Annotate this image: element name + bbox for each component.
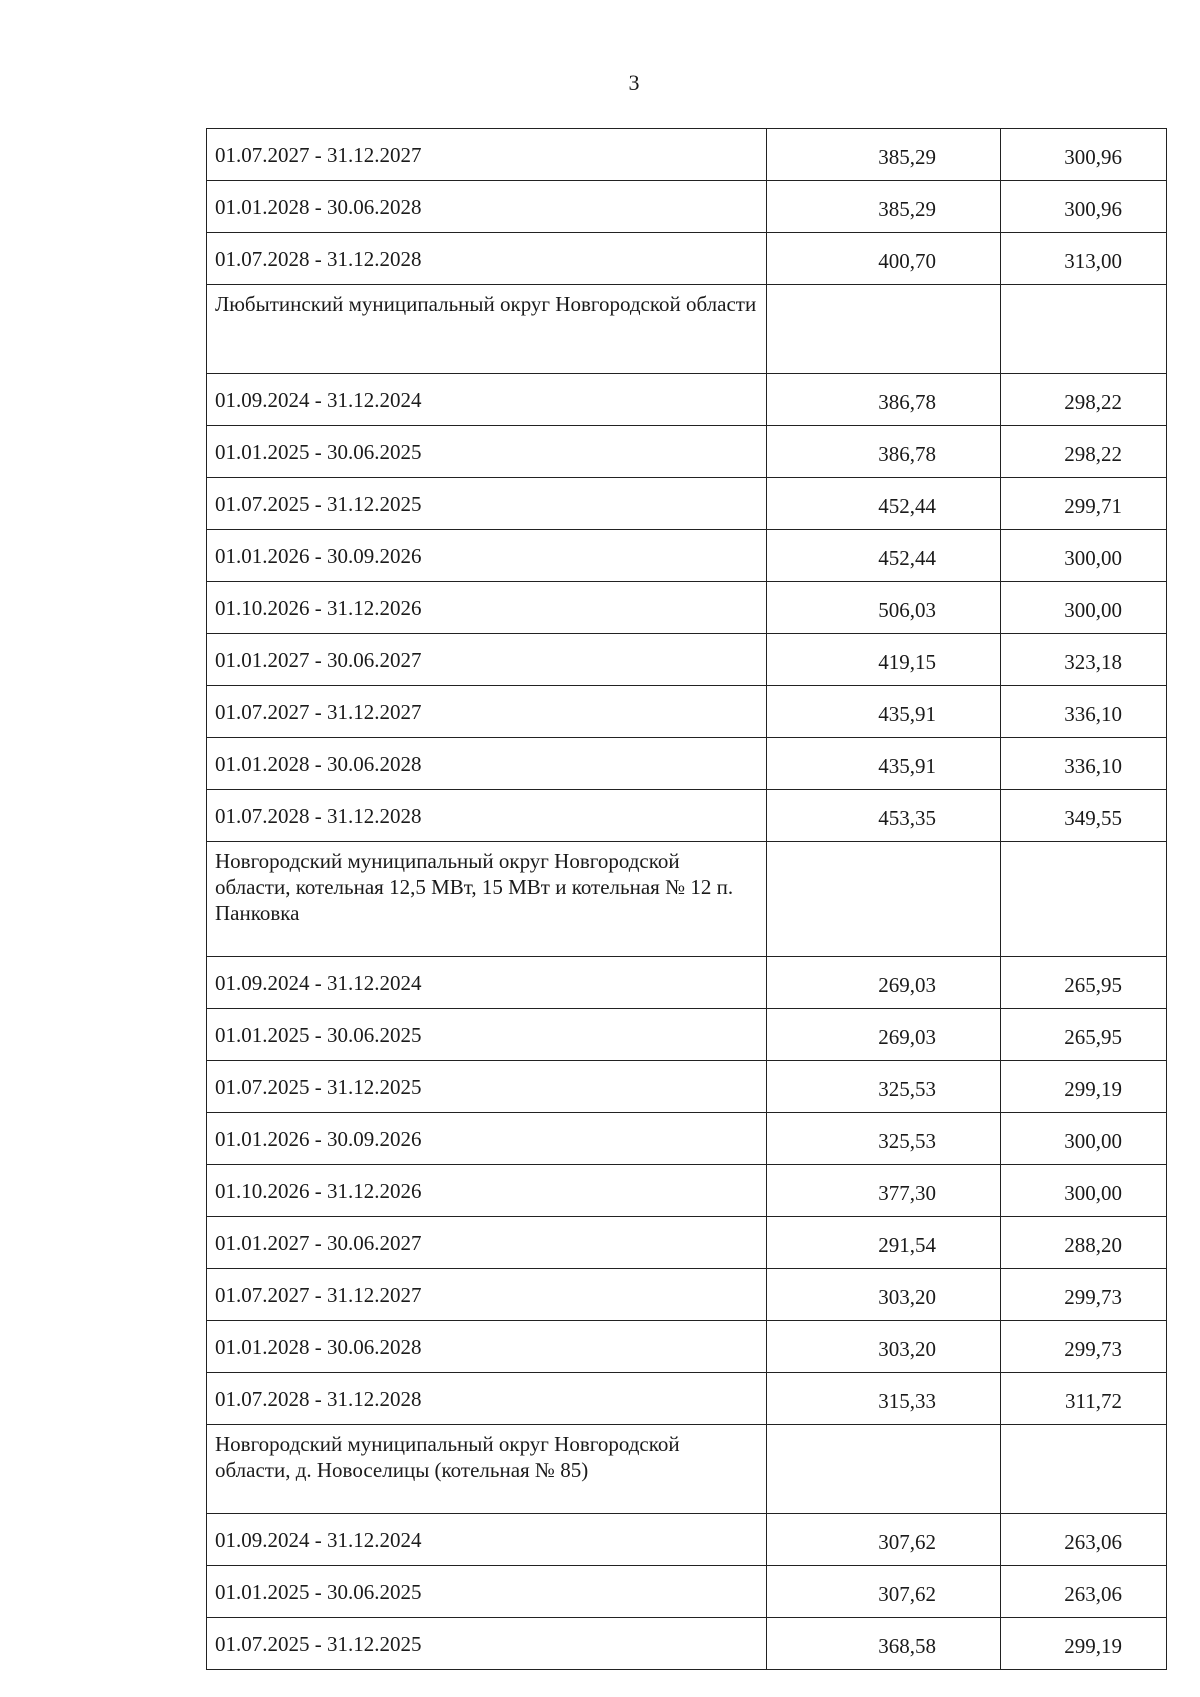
table-row (207, 530, 1167, 582)
value-cell-2: 300,00 (1001, 1113, 1167, 1165)
period-cell: 01.07.2027 - 31.12.2027 (207, 1269, 767, 1321)
value-cell-2: 263,06 (1001, 1514, 1167, 1566)
table-row (207, 957, 1167, 1009)
period-cell: 01.07.2027 - 31.12.2027 (207, 686, 767, 738)
table-row (207, 1061, 1167, 1113)
period-cell: 01.01.2028 - 30.06.2028 (207, 738, 767, 790)
period-cell: 01.09.2024 - 31.12.2024 (207, 374, 767, 426)
table-row (207, 374, 1167, 426)
period-cell: 01.07.2027 - 31.12.2027 (207, 129, 767, 181)
value-cell-2: 323,18 (1001, 634, 1167, 686)
value-cell-2: 300,00 (1001, 530, 1167, 582)
table-row (207, 1321, 1167, 1373)
period-cell: 01.07.2025 - 31.12.2025 (207, 1618, 767, 1670)
value-cell-1: 315,33 (767, 1373, 1001, 1425)
period-cell: 01.10.2026 - 31.12.2026 (207, 1165, 767, 1217)
value-cell-1: 452,44 (767, 530, 1001, 582)
value-cell-1: 307,62 (767, 1514, 1001, 1566)
table-row (207, 1269, 1167, 1321)
table-row (207, 1009, 1167, 1061)
empty-cell (767, 842, 1001, 957)
value-cell-2: 299,73 (1001, 1269, 1167, 1321)
value-cell-1: 269,03 (767, 1009, 1001, 1061)
value-cell-1: 385,29 (767, 181, 1001, 233)
period-cell: 01.01.2027 - 30.06.2027 (207, 1217, 767, 1269)
table-row (207, 634, 1167, 686)
period-cell: 01.07.2028 - 31.12.2028 (207, 233, 767, 285)
table-row (207, 686, 1167, 738)
table-row (207, 738, 1167, 790)
value-cell-2: 299,71 (1001, 478, 1167, 530)
value-cell-2: 300,00 (1001, 1165, 1167, 1217)
value-cell-2: 300,96 (1001, 129, 1167, 181)
table-row (207, 426, 1167, 478)
section-header-row (207, 285, 1167, 374)
section-header-row (207, 842, 1167, 957)
value-cell-2: 311,72 (1001, 1373, 1167, 1425)
value-cell-2: 349,55 (1001, 790, 1167, 842)
value-cell-1: 419,15 (767, 634, 1001, 686)
period-cell: 01.10.2026 - 31.12.2026 (207, 582, 767, 634)
value-cell-1: 303,20 (767, 1321, 1001, 1373)
period-cell: 01.07.2025 - 31.12.2025 (207, 478, 767, 530)
empty-cell (1001, 285, 1167, 374)
tariff-table (206, 128, 1167, 1670)
value-cell-2: 298,22 (1001, 374, 1167, 426)
value-cell-2: 299,19 (1001, 1061, 1167, 1113)
value-cell-2: 265,95 (1001, 957, 1167, 1009)
period-cell: 01.01.2025 - 30.06.2025 (207, 426, 767, 478)
table-row (207, 1618, 1167, 1670)
page-number: 3 (628, 70, 640, 95)
period-cell: 01.01.2028 - 30.06.2028 (207, 181, 767, 233)
value-cell-1: 386,78 (767, 426, 1001, 478)
value-cell-1: 452,44 (767, 478, 1001, 530)
section-name: Новгородский муниципальный округ Новгородской области, котельная 12,5 МВт, 15 МВт и котельная № 12 п. Панковка (207, 842, 767, 957)
value-cell-1: 325,53 (767, 1061, 1001, 1113)
value-cell-2: 299,73 (1001, 1321, 1167, 1373)
value-cell-2: 263,06 (1001, 1566, 1167, 1618)
value-cell-1: 325,53 (767, 1113, 1001, 1165)
table-row (207, 582, 1167, 634)
value-cell-1: 435,91 (767, 686, 1001, 738)
value-cell-1: 385,29 (767, 129, 1001, 181)
period-cell: 01.01.2026 - 30.09.2026 (207, 530, 767, 582)
empty-cell (1001, 1425, 1167, 1514)
value-cell-1: 368,58 (767, 1618, 1001, 1670)
period-cell: 01.01.2028 - 30.06.2028 (207, 1321, 767, 1373)
table-row (207, 1165, 1167, 1217)
section-name: Новгородский муниципальный округ Новгородской области, д. Новоселицы (котельная № 85) (207, 1425, 767, 1514)
value-cell-2: 265,95 (1001, 1009, 1167, 1061)
value-cell-2: 300,00 (1001, 582, 1167, 634)
value-cell-2: 336,10 (1001, 686, 1167, 738)
value-cell-1: 307,62 (767, 1566, 1001, 1618)
value-cell-1: 377,30 (767, 1165, 1001, 1217)
empty-cell (1001, 842, 1167, 957)
value-cell-1: 453,35 (767, 790, 1001, 842)
empty-cell (767, 1425, 1001, 1514)
period-cell: 01.01.2025 - 30.06.2025 (207, 1566, 767, 1618)
table-row (207, 790, 1167, 842)
value-cell-2: 288,20 (1001, 1217, 1167, 1269)
value-cell-1: 269,03 (767, 957, 1001, 1009)
period-cell: 01.07.2028 - 31.12.2028 (207, 1373, 767, 1425)
value-cell-1: 400,70 (767, 233, 1001, 285)
table-row (207, 1514, 1167, 1566)
value-cell-2: 299,19 (1001, 1618, 1167, 1670)
period-cell: 01.09.2024 - 31.12.2024 (207, 1514, 767, 1566)
table-row (207, 1566, 1167, 1618)
section-name: Любытинский муниципальный округ Новгородской области (207, 285, 767, 374)
empty-cell (767, 285, 1001, 374)
value-cell-2: 300,96 (1001, 181, 1167, 233)
period-cell: 01.01.2027 - 30.06.2027 (207, 634, 767, 686)
table-row (207, 1373, 1167, 1425)
table-row (207, 1217, 1167, 1269)
table-row (207, 1113, 1167, 1165)
value-cell-1: 435,91 (767, 738, 1001, 790)
value-cell-1: 303,20 (767, 1269, 1001, 1321)
table-row (207, 181, 1167, 233)
table-body (207, 129, 1167, 1670)
value-cell-2: 298,22 (1001, 426, 1167, 478)
period-cell: 01.07.2028 - 31.12.2028 (207, 790, 767, 842)
value-cell-1: 506,03 (767, 582, 1001, 634)
section-header-row (207, 1425, 1167, 1514)
table-row (207, 233, 1167, 285)
period-cell: 01.09.2024 - 31.12.2024 (207, 957, 767, 1009)
value-cell-1: 386,78 (767, 374, 1001, 426)
period-cell: 01.01.2025 - 30.06.2025 (207, 1009, 767, 1061)
value-cell-2: 313,00 (1001, 233, 1167, 285)
period-cell: 01.01.2026 - 30.09.2026 (207, 1113, 767, 1165)
period-cell: 01.07.2025 - 31.12.2025 (207, 1061, 767, 1113)
value-cell-1: 291,54 (767, 1217, 1001, 1269)
table-row (207, 478, 1167, 530)
table-row (207, 129, 1167, 181)
value-cell-2: 336,10 (1001, 738, 1167, 790)
